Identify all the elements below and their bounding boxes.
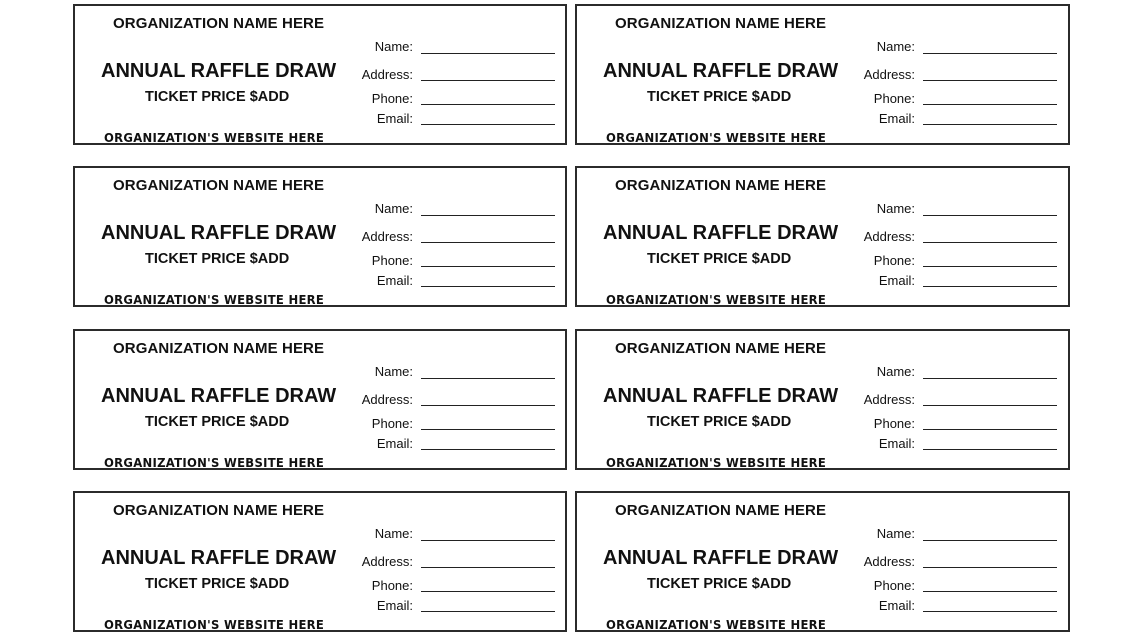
ticket-price: TICKET PRICE $ADD [145, 89, 290, 105]
organization-website: ORGANIZATION'S WEBSITE HERE [606, 617, 827, 632]
email-field-line[interactable] [421, 124, 555, 125]
name-label: Name: [876, 201, 915, 216]
ticket-price: TICKET PRICE $ADD [145, 576, 290, 592]
address-field-line[interactable] [421, 405, 555, 406]
ticket-price: TICKET PRICE $ADD [647, 251, 792, 267]
phone-field-line[interactable] [923, 266, 1057, 267]
ticket-price: TICKET PRICE $ADD [647, 89, 792, 105]
organization-name: ORGANIZATION NAME HERE [615, 177, 827, 194]
address-label: Address: [863, 392, 915, 407]
name-field-line[interactable] [421, 378, 555, 379]
name-label: Name: [876, 364, 915, 379]
address-label: Address: [863, 554, 915, 569]
email-field-line[interactable] [923, 449, 1057, 450]
raffle-title: ANNUAL RAFFLE DRAW [101, 547, 337, 569]
email-field-line[interactable] [923, 124, 1057, 125]
organization-name: ORGANIZATION NAME HERE [615, 15, 827, 32]
name-label: Name: [374, 364, 413, 379]
address-field-line[interactable] [923, 405, 1057, 406]
name-field-line[interactable] [923, 378, 1057, 379]
ticket-price: TICKET PRICE $ADD [145, 251, 290, 267]
name-field-line[interactable] [421, 53, 555, 54]
raffle-title: ANNUAL RAFFLE DRAW [603, 60, 839, 82]
organization-name: ORGANIZATION NAME HERE [113, 15, 325, 32]
phone-label: Phone: [371, 253, 413, 268]
email-field-line[interactable] [421, 611, 555, 612]
phone-label: Phone: [873, 578, 915, 593]
phone-field-line[interactable] [923, 429, 1057, 430]
address-label: Address: [361, 392, 413, 407]
address-label: Address: [863, 67, 915, 82]
raffle-ticket [73, 4, 567, 145]
address-label: Address: [361, 229, 413, 244]
address-label: Address: [361, 554, 413, 569]
email-label: Email: [376, 111, 413, 126]
address-field-line[interactable] [421, 242, 555, 243]
raffle-title: ANNUAL RAFFLE DRAW [603, 222, 839, 244]
organization-website: ORGANIZATION'S WEBSITE HERE [606, 130, 827, 145]
organization-name: ORGANIZATION NAME HERE [615, 502, 827, 519]
phone-field-line[interactable] [421, 591, 555, 592]
name-label: Name: [374, 201, 413, 216]
email-field-line[interactable] [923, 286, 1057, 287]
name-label: Name: [374, 39, 413, 54]
name-field-line[interactable] [923, 540, 1057, 541]
phone-field-line[interactable] [421, 266, 555, 267]
phone-field-line[interactable] [923, 104, 1057, 105]
address-field-line[interactable] [421, 80, 555, 81]
organization-website: ORGANIZATION'S WEBSITE HERE [104, 292, 325, 307]
address-field-line[interactable] [923, 80, 1057, 81]
organization-website: ORGANIZATION'S WEBSITE HERE [606, 455, 827, 470]
phone-label: Phone: [371, 91, 413, 106]
phone-label: Phone: [873, 253, 915, 268]
phone-field-line[interactable] [421, 429, 555, 430]
name-field-line[interactable] [421, 215, 555, 216]
email-label: Email: [878, 598, 915, 613]
raffle-ticket [575, 329, 1070, 470]
address-field-line[interactable] [923, 242, 1057, 243]
email-label: Email: [878, 273, 915, 288]
raffle-ticket [575, 491, 1070, 632]
name-label: Name: [876, 526, 915, 541]
name-label: Name: [876, 39, 915, 54]
phone-label: Phone: [371, 578, 413, 593]
address-label: Address: [863, 229, 915, 244]
raffle-title: ANNUAL RAFFLE DRAW [101, 60, 337, 82]
raffle-title: ANNUAL RAFFLE DRAW [603, 385, 839, 407]
organization-name: ORGANIZATION NAME HERE [615, 340, 827, 357]
raffle-title: ANNUAL RAFFLE DRAW [101, 385, 337, 407]
name-label: Name: [374, 526, 413, 541]
email-label: Email: [376, 598, 413, 613]
phone-field-line[interactable] [923, 591, 1057, 592]
phone-field-line[interactable] [421, 104, 555, 105]
raffle-ticket [575, 166, 1070, 307]
address-label: Address: [361, 67, 413, 82]
raffle-ticket [575, 4, 1070, 145]
ticket-sheet [73, 4, 1070, 636]
email-label: Email: [376, 436, 413, 451]
organization-website: ORGANIZATION'S WEBSITE HERE [104, 455, 325, 470]
organization-name: ORGANIZATION NAME HERE [113, 340, 325, 357]
raffle-title: ANNUAL RAFFLE DRAW [101, 222, 337, 244]
organization-name: ORGANIZATION NAME HERE [113, 502, 325, 519]
raffle-title: ANNUAL RAFFLE DRAW [603, 547, 839, 569]
organization-website: ORGANIZATION'S WEBSITE HERE [104, 617, 325, 632]
name-field-line[interactable] [421, 540, 555, 541]
email-field-line[interactable] [923, 611, 1057, 612]
name-field-line[interactable] [923, 215, 1057, 216]
raffle-ticket [73, 491, 567, 632]
phone-label: Phone: [873, 91, 915, 106]
email-label: Email: [376, 273, 413, 288]
email-field-line[interactable] [421, 449, 555, 450]
phone-label: Phone: [873, 416, 915, 431]
organization-name: ORGANIZATION NAME HERE [113, 177, 325, 194]
name-field-line[interactable] [923, 53, 1057, 54]
raffle-ticket [73, 329, 567, 470]
email-label: Email: [878, 111, 915, 126]
ticket-price: TICKET PRICE $ADD [145, 414, 290, 430]
organization-website: ORGANIZATION'S WEBSITE HERE [606, 292, 827, 307]
address-field-line[interactable] [421, 567, 555, 568]
ticket-price: TICKET PRICE $ADD [647, 414, 792, 430]
raffle-ticket [73, 166, 567, 307]
ticket-price: TICKET PRICE $ADD [647, 576, 792, 592]
email-field-line[interactable] [421, 286, 555, 287]
phone-label: Phone: [371, 416, 413, 431]
email-label: Email: [878, 436, 915, 451]
address-field-line[interactable] [923, 567, 1057, 568]
organization-website: ORGANIZATION'S WEBSITE HERE [104, 130, 325, 145]
